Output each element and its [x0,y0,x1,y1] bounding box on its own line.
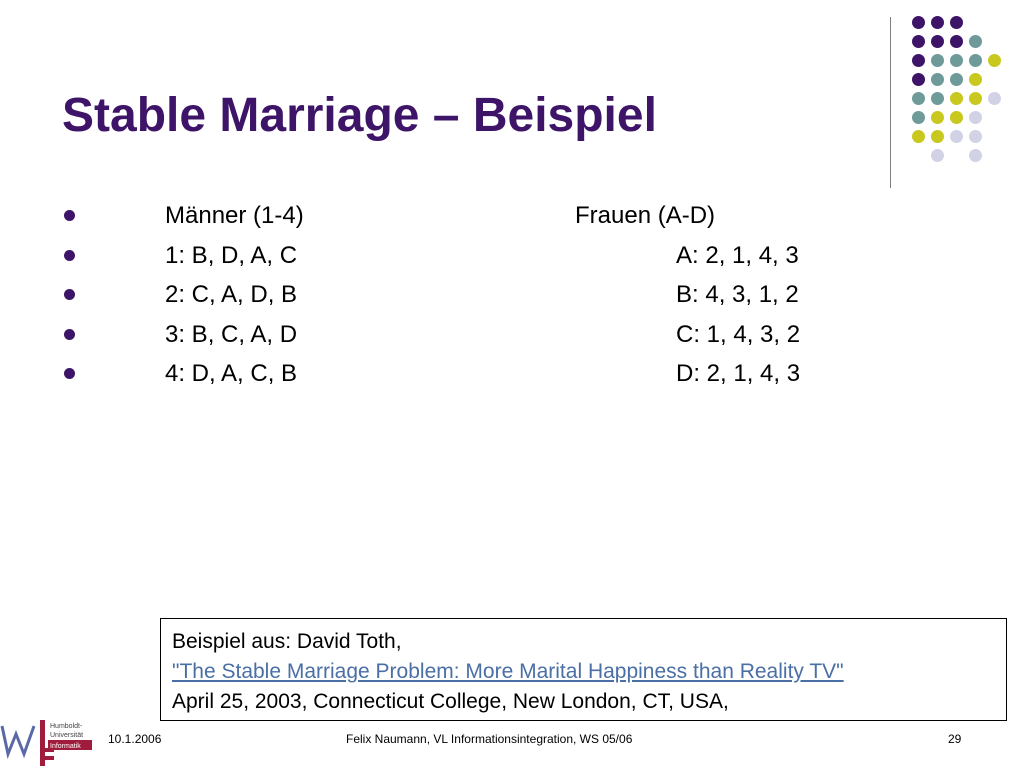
grid-dot [931,111,944,124]
grid-dot [912,16,925,29]
list-item [0,275,900,315]
grid-dot [912,35,925,48]
men-header: Männer (1-4) [165,202,304,229]
grid-dot [969,35,982,48]
grid-dot [912,111,925,124]
grid-dot [969,130,982,143]
grid-dot [969,54,982,67]
grid-dot [931,54,944,67]
man-preference: 3: B, C, A, D [165,320,298,348]
footer-author: Felix Naumann, VL Informationsintegration, WS 05/06 [346,732,633,746]
grid-dot [912,130,925,143]
grid-dot [950,130,963,143]
bullet-list [0,196,900,394]
grid-dot [931,92,944,105]
citation-box [160,618,1007,721]
grid-dot [931,130,944,143]
grid-dot [988,92,1001,105]
grid-dot [931,35,944,48]
woman-preference: D: 2, 1, 4, 3 [676,360,801,387]
citation-details: April 25, 2003, Connecticut College, New London, CT, USA, [172,690,729,713]
page-number: 29 [948,732,962,746]
grid-dot [988,54,1001,67]
citation-source: Beispiel aus: David Toth, [172,630,402,653]
citation-link[interactable]: "The Stable Marriage Problem: More Marital Happiness than Reality TV" [172,660,844,683]
university-logo [0,712,105,768]
bullet-icon [64,250,75,261]
grid-dot [950,35,963,48]
bullet-icon [64,289,75,300]
footer-date: 10.1.2006 [108,732,162,746]
slide-title: Stable Marriage – Beispiel [62,89,657,142]
logo-text-informatik: Informatik [50,743,81,750]
man-preference: 2: C, A, D, B [165,281,298,308]
man-preference: 1: B, D, A, C [165,241,298,269]
list-item [0,236,900,276]
bullet-icon [64,329,75,340]
bullet-icon [64,368,75,379]
grid-dot [969,149,982,162]
grid-dot [950,16,963,29]
grid-dot [912,54,925,67]
grid-dot [969,73,982,86]
grid-dot [969,111,982,124]
woman-preference: B: 4, 3, 1, 2 [676,281,799,308]
grid-dot [950,111,963,124]
man-preference: 4: D, A, C, B [165,360,298,387]
grid-dot [950,73,963,86]
logo-text-universitat: Universität [50,732,84,739]
grid-dot [912,92,925,105]
list-item [0,196,900,236]
woman-preference: A: 2, 1, 4, 3 [676,241,799,269]
vertical-divider [890,17,891,188]
grid-dot [969,92,982,105]
grid-dot [931,73,944,86]
woman-preference: C: 1, 4, 3, 2 [676,320,801,348]
list-item [0,354,900,394]
list-item [0,315,900,355]
grid-dot [931,16,944,29]
bullet-icon [64,210,75,221]
logo-graphic [0,712,105,768]
grid-dot [950,92,963,105]
grid-dot [950,54,963,67]
women-header: Frauen (A-D) [575,202,716,229]
logo-text-humboldt: Humboldt- [50,723,83,730]
grid-dot [931,149,944,162]
grid-dot [912,73,925,86]
